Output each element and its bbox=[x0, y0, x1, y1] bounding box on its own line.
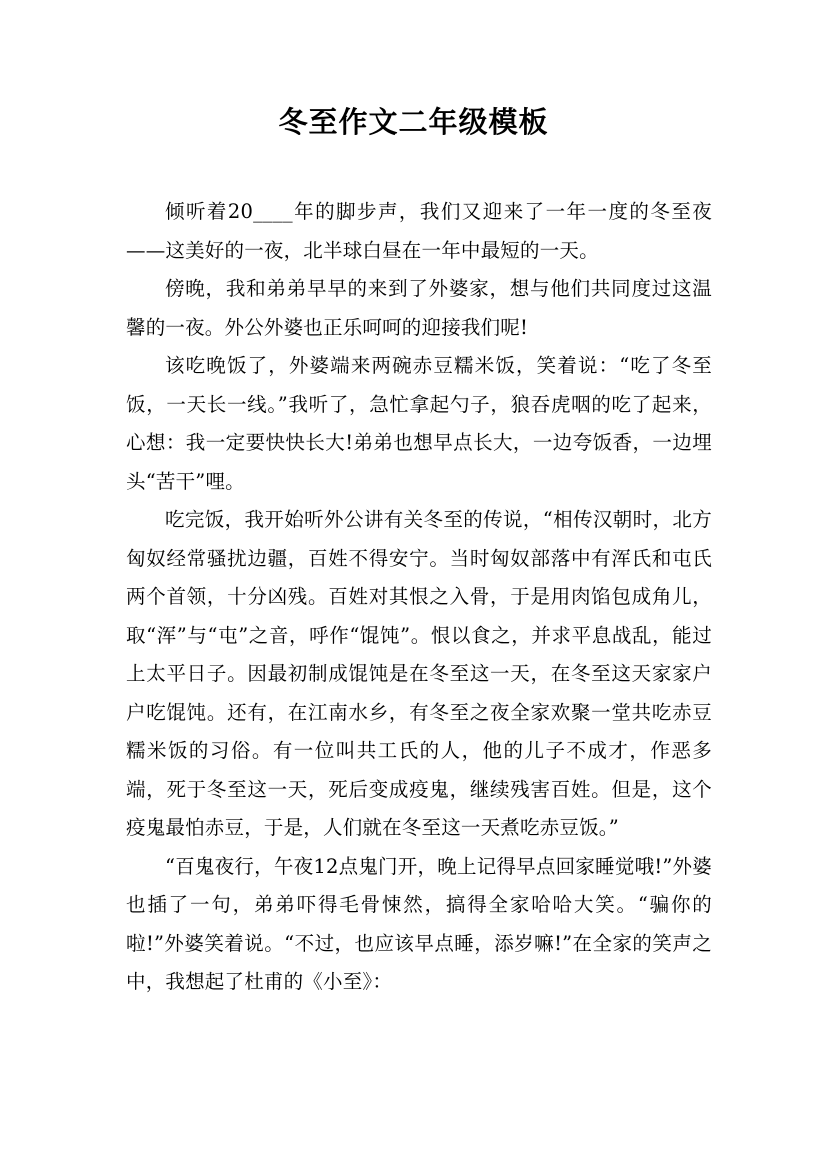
document-title: 冬至作文二年级模板 bbox=[278, 105, 549, 139]
paragraph-2: 傍晚，我和弟弟早早的来到了外婆家，想与他们共同度过这温馨的一夜。外公外婆也正乐呵呵的迎接我们呢! bbox=[126, 277, 712, 339]
document-body bbox=[126, 193, 712, 1002]
paragraph-1: 倾听着20____年的脚步声，我们又迎来了一年一度的冬至夜——这美好的一夜，北半球白昼在一年中最短的一天。 bbox=[126, 200, 712, 262]
paragraph-3: 该吃晚饭了，外婆端来两碗赤豆糯米饭，笑着说：“吃了冬至饭，一天长一线。”我听了，急忙拿起勺子，狼吞虎咽的吃了起来，心想：我一定要快快长大!弟弟也想早点长大，一边夸饭香，一边埋头“苦干”哩。 bbox=[126, 354, 712, 493]
paragraph-4: 吃完饭，我开始听外公讲有关冬至的传说，“相传汉朝时，北方匈奴经常骚扰边疆，百姓不得安宁。当时匈奴部落中有浑氏和屯氏两个首领，十分凶残。百姓对其恨之入骨，于是用肉馅包成角儿，取“浑”与“屯”之音，呼作“馄饨”。恨以食之，并求平息战乱，能过上太平日子。因最初制成馄饨是在冬至这一天，在冬至这天家家户户吃馄饨。还有，在江南水乡，有冬至之夜全家欢聚一堂共吃赤豆糯米饭的习俗。有一位叫共工氏的人，他的儿子不成才，作恶多端，死于冬至这一天，死后变成疫鬼，继续残害百姓。但是，这个疫鬼最怕赤豆，于是，人们就在冬至这一天煮吃赤豆饭。” bbox=[126, 508, 712, 839]
paragraph-5: “百鬼夜行，午夜12点鬼门开，晚上记得早点回家睡觉哦!”外婆也插了一句，弟弟吓得毛骨悚然，搞得全家哈哈大笑。“骗你的啦!”外婆笑着说。“不过，也应该早点睡，添岁嘛!”在全家的笑声之中，我想起了杜甫的《小至》： bbox=[126, 854, 712, 993]
